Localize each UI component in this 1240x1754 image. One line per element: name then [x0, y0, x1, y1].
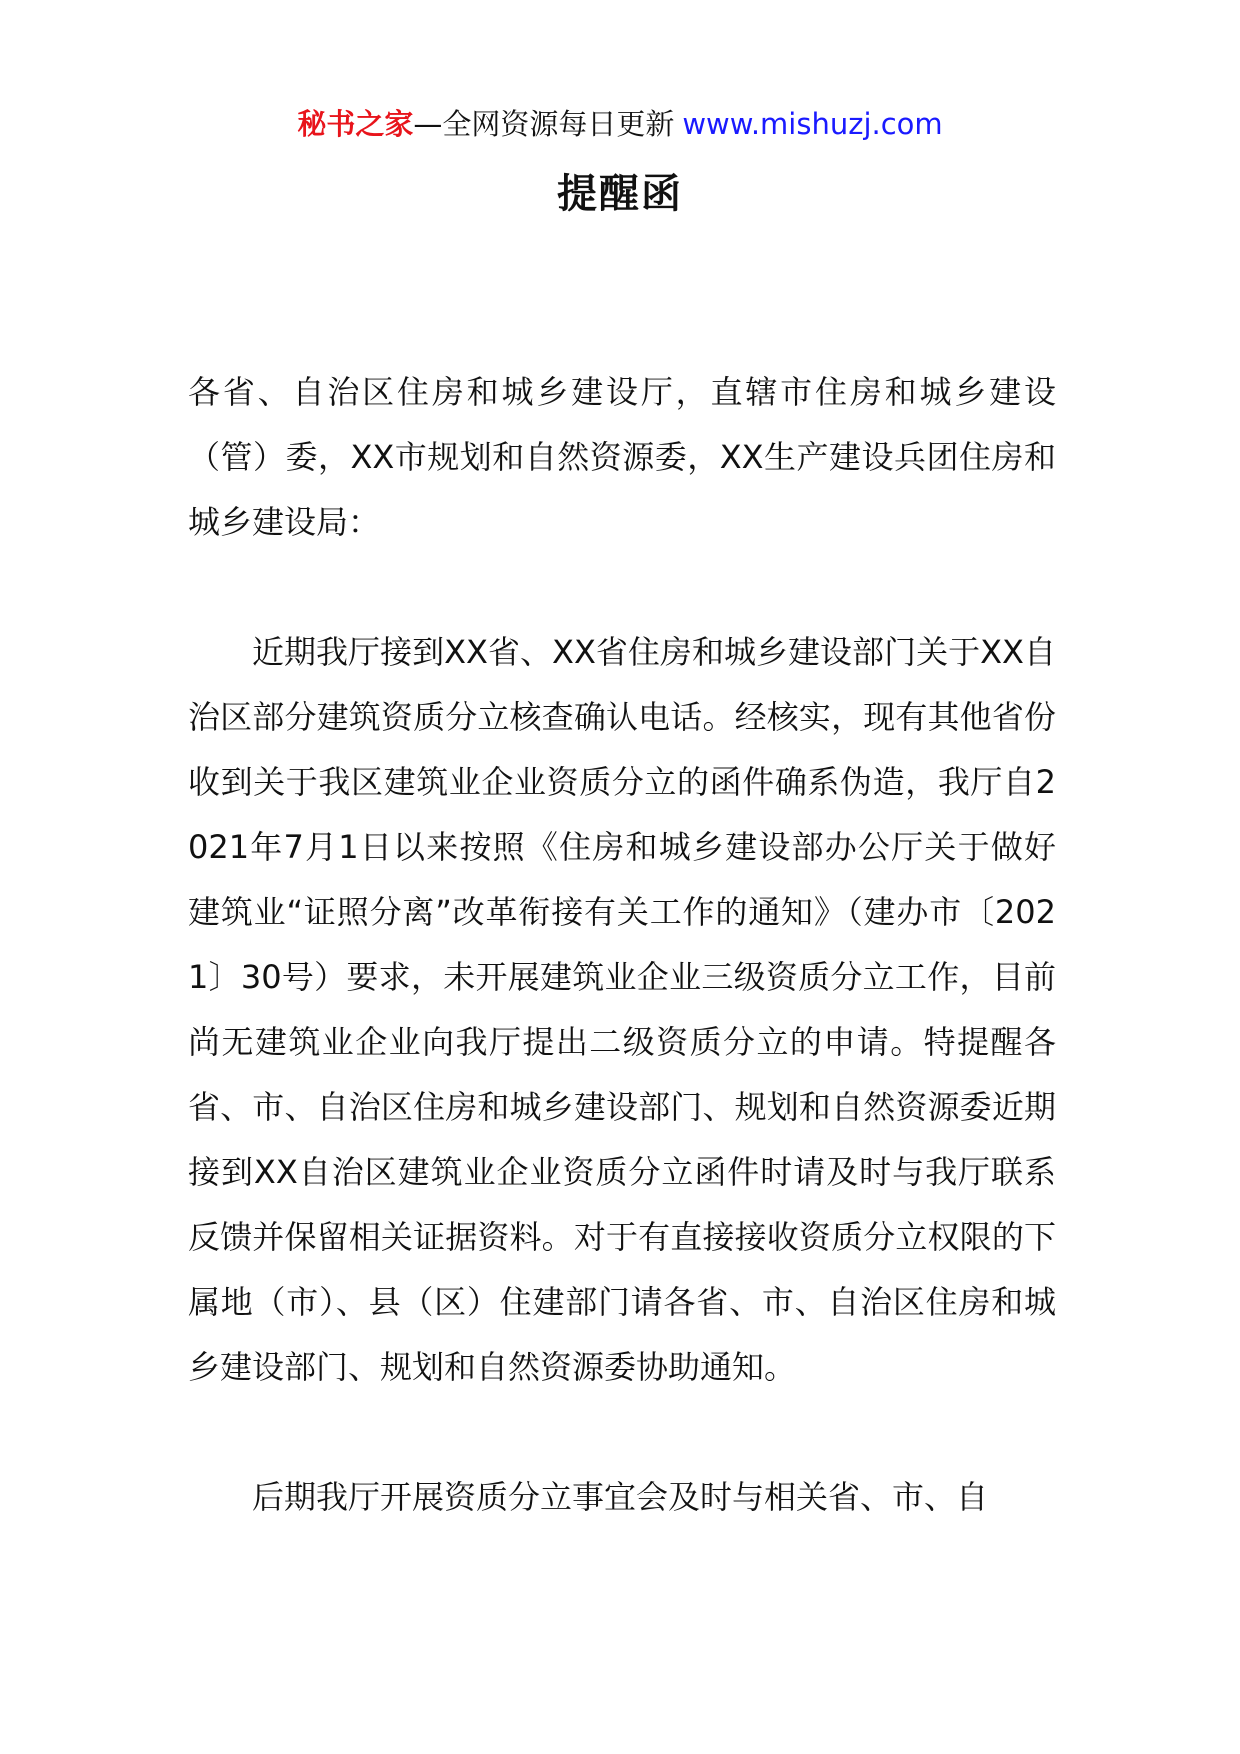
document-title: 提醒函	[557, 171, 683, 217]
salutation: 各省、自治区住房和城乡建设厅，直辖市住房和城乡建设（管）委，XX市规划和自然资源委，XX生产建设兵团住房和城乡建设局：	[188, 373, 1056, 541]
paragraph-2: 后期我厅开展资质分立事宜会及时与相关省、市、自	[252, 1478, 989, 1516]
paragraph-1: 近期我厅接到XX省、XX省住房和城乡建设部门关于XX自治区部分建筑资质分立核查确认电话。经核实，现有其他省份收到关于我区建筑业企业资质分立的函件确系伪造，我厅自2021年7月1日以来按照《住房和城乡建设部办公厅关于做好建筑业“证照分离”改革衔接有关工作的通知》（建办市〔2021〕30号）要求，未开展建筑业企业三级资质分立工作，目前尚无建筑业企业向我厅提出二级资质分立的申请。特提醒各省、市、自治区住房和城乡建设部门、规划和自然资源委近期接到XX自治区建筑业企业资质分立函件时请及时与我厅联系反馈并保留相关证据资料。对于有直接接收资质分立权限的下属地（市）、县（区）住建部门请各省、市、自治区住房和城乡建设部门、规划和自然资源委协助通知。	[188, 633, 1056, 1386]
site-url-link[interactable]: www.mishuzj.com	[682, 107, 943, 141]
header-tagline: —全网资源每日更新	[413, 107, 675, 141]
site-header	[0, 104, 1240, 144]
document-body	[188, 360, 1056, 1530]
brand-name: 秘书之家	[297, 107, 414, 141]
